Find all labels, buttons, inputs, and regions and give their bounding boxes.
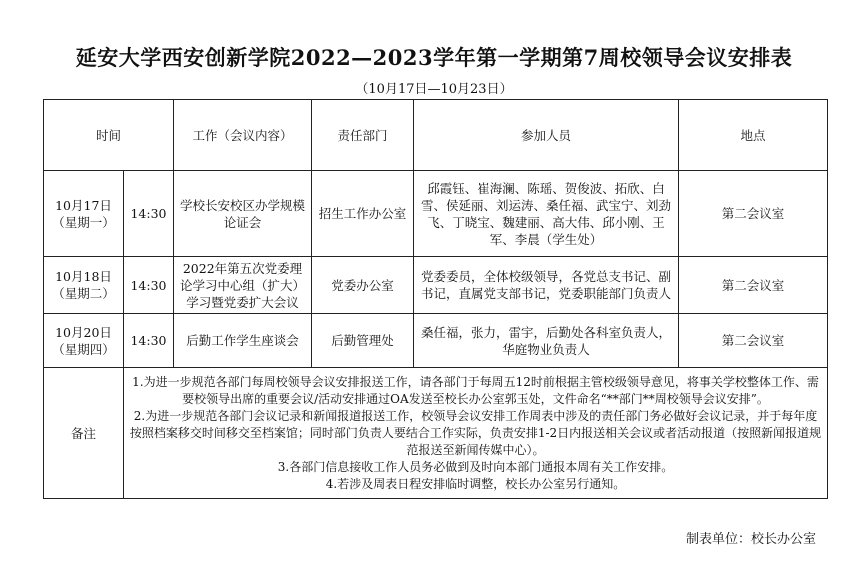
note-item: 2.为进一步规范各部门会议记录和新闻报道报送工作，校领导会议安排工作周表中涉及的责任部门务必做好会议记录，并于每年度按照档案移交时间移交至档案馆；同时部门负责人要结合工作实际，负责安排1-2日内报送相关会议或者活动报道（按照新闻报道规范报送至新闻传媒中心）。 bbox=[129, 408, 822, 457]
row-work: 2022年第五次党委理论学习中心组（扩大）学习暨党委扩大会议 bbox=[174, 257, 312, 314]
row-time: 14:30 bbox=[124, 257, 174, 314]
row-location: 第二会议室 bbox=[679, 314, 828, 368]
weekday-text: （星期一） bbox=[52, 214, 115, 230]
notes-label: 备注 bbox=[44, 368, 124, 499]
page-title: 延安大学西安创新学院2022—2023学年第一学期第7周校领导会议安排表 bbox=[75, 45, 793, 70]
row-dept: 招生工作办公室 bbox=[312, 171, 414, 257]
notes-cell bbox=[124, 368, 828, 499]
row-time: 14:30 bbox=[124, 171, 174, 257]
date-text: 10月18日 bbox=[55, 269, 112, 284]
header-work: 工作（会议内容） bbox=[174, 100, 312, 171]
row-work: 学校长安校区办学规模论证会 bbox=[174, 171, 312, 257]
weekday-text: （星期二） bbox=[52, 286, 115, 301]
note-item: 1.为进一步规范各部门每周校领导会议安排报送工作，请各部门于每周五12时前根据主管校级领导意见，将事关学校整体工作、需要校领导出席的重要会议/活动安排通过OA发送至校长办公室郭玉处，文件命名“**部门**周校领导会议安排”。 bbox=[132, 374, 819, 406]
row-participants: 桑任福，张力，雷宇，后勤处各科室负责人，华庭物业负责人 bbox=[414, 314, 679, 368]
row-work: 后勤工作学生座谈会 bbox=[174, 314, 312, 368]
note-item: 4.若涉及周表日程安排临时调整，校长办公室另行通知。 bbox=[325, 476, 626, 491]
row-date bbox=[44, 314, 124, 368]
row-dept: 后勤管理处 bbox=[312, 314, 414, 368]
table-row bbox=[44, 171, 828, 257]
row-location: 第二会议室 bbox=[679, 257, 828, 314]
note-item: 3.各部门信息接收工作人员务必做到及时向本部门通报本周有关工作安排。 bbox=[277, 459, 674, 474]
schedule-table bbox=[43, 99, 828, 499]
row-location: 第二会议室 bbox=[679, 171, 828, 257]
footer-issuer: 制表单位：校长办公室 bbox=[685, 532, 816, 547]
weekday-text: （星期四） bbox=[52, 341, 115, 357]
row-participants: 邱霞钰、崔海澜、陈瑶、贺俊波、拓欣、白雪、侯延丽、刘运涛、桑任福、武宝宁、刘劲飞、丁晓宝、魏建丽、高大伟、邱小刚、王军、李晨（学生处） bbox=[414, 171, 679, 257]
table-row bbox=[44, 314, 828, 368]
header-location: 地点 bbox=[679, 100, 828, 171]
row-participants: 党委委员，全体校级领导，各党总支书记、副书记，直属党支部书记，党委职能部门负责人 bbox=[414, 257, 679, 314]
row-date bbox=[44, 171, 124, 257]
row-time: 14:30 bbox=[124, 314, 174, 368]
date-range: （10月17日—10月23日） bbox=[355, 82, 513, 97]
table-row bbox=[44, 257, 828, 314]
table-header-row bbox=[44, 100, 828, 171]
header-time: 时间 bbox=[44, 100, 174, 171]
header-dept: 责任部门 bbox=[312, 100, 414, 171]
row-date bbox=[44, 257, 124, 314]
date-text: 10月20日 bbox=[55, 324, 112, 340]
row-dept: 党委办公室 bbox=[312, 257, 414, 314]
date-text: 10月17日 bbox=[55, 197, 112, 213]
header-participants: 参加人员 bbox=[414, 100, 679, 171]
notes-row bbox=[44, 368, 828, 499]
